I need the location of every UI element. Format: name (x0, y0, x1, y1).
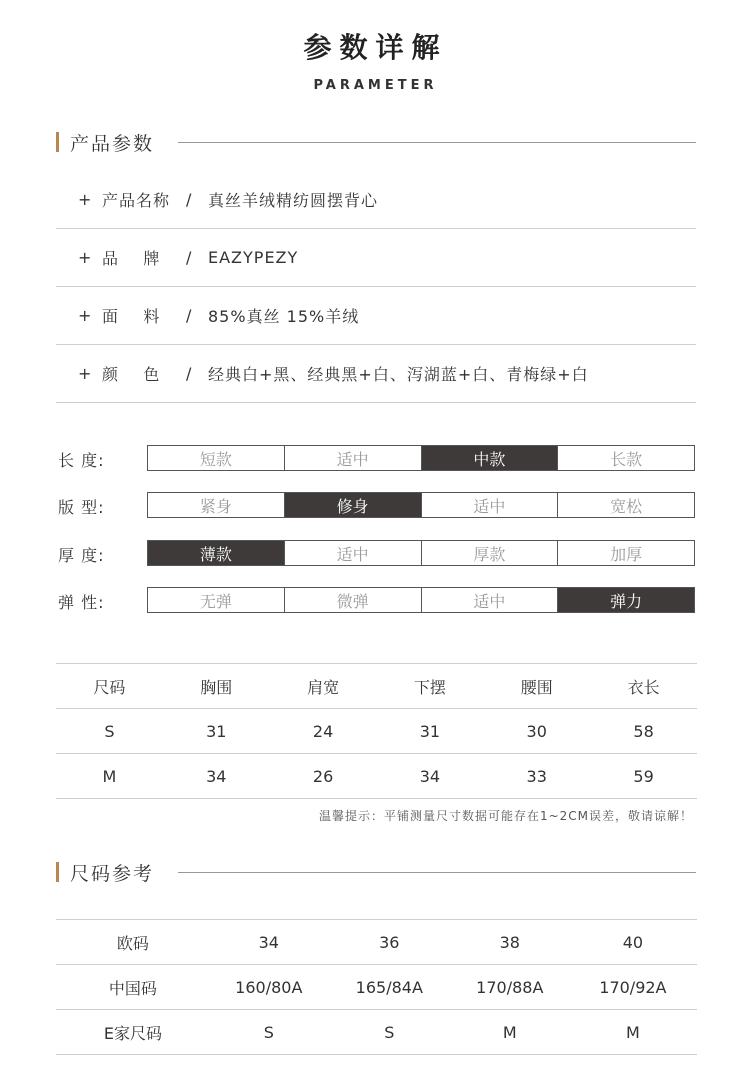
section-divider (178, 872, 696, 873)
size-table (56, 663, 697, 799)
scale-option: 微弹 (285, 588, 422, 612)
param-separator: / (186, 247, 192, 267)
table-header-cell: 衣长 (590, 664, 697, 709)
scale-option: 紧身 (148, 493, 285, 517)
scale-option: 加厚 (610, 544, 643, 564)
table-cell: 59 (590, 754, 697, 799)
param-row (56, 286, 696, 345)
table-cell: S (328, 1010, 451, 1055)
scale-option: 厚款 (422, 541, 559, 565)
table-cell: 26 (270, 754, 377, 799)
table-cell: S (210, 1010, 328, 1055)
scale-option: 适中 (285, 446, 422, 470)
plus-icon: + (78, 305, 92, 325)
plus-icon: + (78, 189, 92, 209)
scale-length (147, 445, 695, 471)
table-row (56, 920, 697, 965)
table-header-cell: 肩宽 (270, 664, 377, 709)
scale-option: 薄款 (148, 541, 285, 565)
table-header-cell: 腰围 (483, 664, 590, 709)
section-header-reference (56, 860, 154, 884)
plus-icon: + (78, 363, 92, 383)
scale-option: 长款 (610, 449, 643, 469)
table-cell: M (451, 1010, 569, 1055)
table-cell: 40 (569, 920, 697, 965)
section-divider (178, 142, 696, 143)
param-value: 85%真丝 15%羊绒 (208, 306, 360, 326)
table-cell: 165/84A (328, 965, 451, 1010)
scale-elasticity (147, 587, 695, 613)
table-cell: 30 (483, 709, 590, 754)
measurement-tip: 温馨提示：平铺测量尺寸数据可能存在1~2CM误差，敬请谅解！ (318, 809, 693, 823)
table-cell: 38 (451, 920, 569, 965)
section-title: 产品参数 (70, 132, 155, 155)
param-value: EAZYPEZY (208, 247, 299, 267)
table-cell: M (56, 754, 163, 799)
param-separator: / (186, 305, 192, 325)
param-value: 真丝羊绒精纺圆摆背心 (208, 190, 379, 210)
table-header-cell: 下摆 (376, 664, 483, 709)
param-label: 品 牌 (102, 248, 161, 268)
page-subtitle: PARAMETER (313, 78, 438, 93)
section-header-product (56, 130, 154, 154)
table-row (56, 965, 697, 1010)
scale-option: 中款 (422, 446, 559, 470)
table-cell: 58 (590, 709, 697, 754)
scale-option: 宽松 (610, 496, 643, 516)
scale-label-thickness: 厚 度: (58, 546, 105, 565)
table-cell: 31 (376, 709, 483, 754)
table-cell: 34 (210, 920, 328, 965)
param-label: 产品名称 (102, 190, 171, 210)
section-accent-bar (56, 862, 59, 882)
table-cell: E家尺码 (56, 1010, 210, 1055)
scale-thickness (147, 540, 695, 566)
scale-option: 修身 (285, 493, 422, 517)
scale-label-elasticity: 弹 性: (58, 593, 105, 612)
scale-option: 短款 (148, 446, 285, 470)
param-row (56, 344, 696, 403)
param-row (56, 228, 696, 287)
table-header-cell: 尺码 (56, 664, 163, 709)
scale-option: 适中 (422, 588, 559, 612)
table-cell: 34 (376, 754, 483, 799)
scale-option: 适中 (422, 493, 559, 517)
table-cell: M (569, 1010, 697, 1055)
table-cell: 欧码 (56, 920, 210, 965)
page-title: 参数详解 (303, 31, 448, 64)
param-separator: / (186, 189, 192, 209)
param-label: 面 料 (102, 306, 161, 326)
table-cell: 36 (328, 920, 451, 965)
table-cell: 34 (163, 754, 270, 799)
scale-label-fit: 版 型: (58, 498, 105, 517)
table-header-cell: 胸围 (163, 664, 270, 709)
scale-label-length: 长 度: (58, 451, 105, 470)
param-separator: / (186, 363, 192, 383)
param-label: 颜 色 (102, 364, 161, 384)
scale-option: 弹力 (558, 588, 694, 612)
table-cell: 24 (270, 709, 377, 754)
table-row (56, 754, 697, 799)
table-cell: 中国码 (56, 965, 210, 1010)
table-cell: 170/88A (451, 965, 569, 1010)
scale-fit (147, 492, 695, 518)
param-value: 经典白+黑、经典黑+白、泻湖蓝+白、青梅绿+白 (208, 364, 589, 384)
scale-option: 无弹 (148, 588, 285, 612)
table-cell: 160/80A (210, 965, 328, 1010)
section-accent-bar (56, 132, 59, 152)
plus-icon: + (78, 247, 92, 267)
table-cell: 33 (483, 754, 590, 799)
param-row (56, 170, 696, 229)
table-cell: S (56, 709, 163, 754)
table-row (56, 1010, 697, 1055)
table-cell: 31 (163, 709, 270, 754)
reference-table (56, 919, 697, 1055)
table-header-row (56, 664, 697, 709)
table-row (56, 709, 697, 754)
scale-option: 适中 (285, 541, 422, 565)
table-cell: 170/92A (569, 965, 697, 1010)
section-title: 尺码参考 (70, 862, 155, 885)
